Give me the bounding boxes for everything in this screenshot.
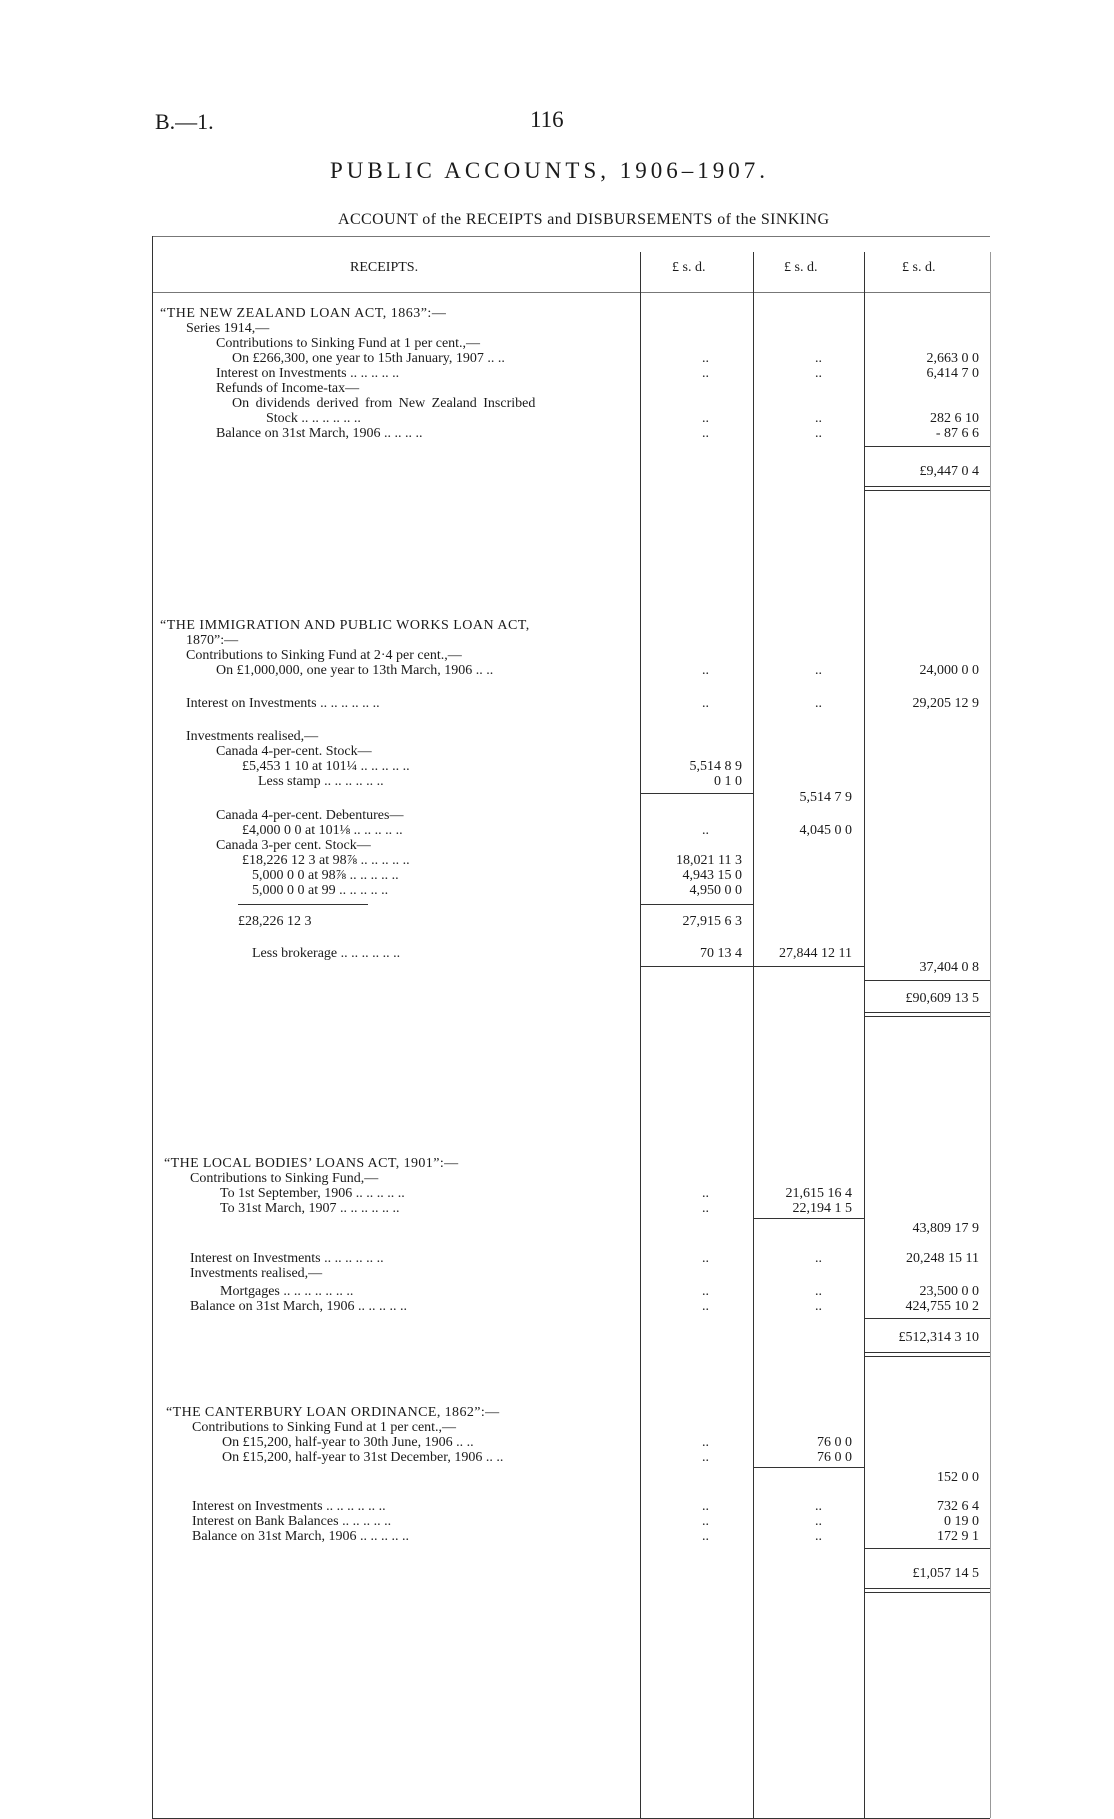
amount: 23,500 0 0 [919, 1284, 979, 1299]
dot-leader: .. [702, 663, 709, 678]
contrib-label: Contributions to Sinking Fund,— [190, 1171, 379, 1186]
dot-leader: .. [815, 1529, 822, 1544]
subtotal-rule [640, 966, 864, 967]
amount: 424,755 10 2 [905, 1299, 979, 1314]
line-item: £28,226 12 3 [238, 914, 312, 929]
amount: 732 6 4 [937, 1499, 979, 1514]
amount: 172 9 1 [937, 1529, 979, 1544]
line-item: Interest on Investments .. .. .. .. .. .. [186, 696, 380, 711]
total-rule [864, 486, 990, 487]
line-item: To 1st September, 1906 .. .. .. .. .. [220, 1186, 405, 1201]
total-double-rule [864, 1016, 990, 1017]
amount: 21,615 16 4 [785, 1186, 852, 1201]
section-title-cont: 1870”:— [186, 633, 239, 648]
lsd-column-header-1: £ s. d. [672, 260, 706, 275]
subtotal-rule [640, 904, 753, 905]
line-item: Interest on Investments .. .. .. .. .. .. [190, 1251, 384, 1266]
line-item: Refunds of Income-tax— [216, 381, 360, 396]
line-item: £5,453 1 10 at 101¼ .. .. .. .. .. [242, 759, 410, 774]
subtotal-rule [753, 1218, 864, 1219]
line-item: Canada 4-per-cent. Stock— [216, 744, 372, 759]
dot-leader: .. [702, 1299, 709, 1314]
dot-leader: .. [815, 411, 822, 426]
line-item: Balance on 31st March, 1906 .. .. .. .. .. [190, 1299, 407, 1314]
subtotal-rule [864, 980, 990, 981]
total-double-rule [864, 490, 990, 491]
dot-leader: .. [815, 1284, 822, 1299]
line-item: On £266,300, one year to 15th January, 1907 .. .. [232, 351, 505, 366]
lsd-column-header-3: £ s. d. [902, 260, 936, 275]
amount: 5,514 8 9 [689, 759, 742, 774]
amount: 43,809 17 9 [912, 1221, 979, 1236]
line-item: On £15,200, half-year to 30th June, 1906 .. .. [222, 1435, 474, 1450]
total-double-rule [864, 1592, 990, 1593]
dot-leader: .. [702, 1529, 709, 1544]
amount: 20,248 15 11 [906, 1251, 979, 1266]
total-rule [864, 1352, 990, 1353]
dot-leader: .. [815, 1514, 822, 1529]
line-item: 5,000 0 0 at 99 .. .. .. .. .. [252, 883, 389, 898]
section-total: £9,447 0 4 [919, 464, 979, 479]
subtotal-rule [753, 1467, 864, 1468]
dot-leader: .. [815, 426, 822, 441]
line-item: Investments realised,— [190, 1266, 323, 1281]
line-item: £4,000 0 0 at 101⅛ .. .. .. .. .. [242, 823, 403, 838]
section-title: “THE CANTERBURY LOAN ORDINANCE, 1862”:— [166, 1405, 500, 1420]
amount: 76 0 0 [817, 1435, 852, 1450]
total-double-rule [864, 1356, 990, 1357]
contrib-label: Contributions to Sinking Fund at 1 per cent.,— [216, 336, 481, 351]
section-total: £1,057 14 5 [912, 1566, 979, 1581]
section-title: “THE NEW ZEALAND LOAN ACT, 1863”:— [160, 306, 447, 321]
dot-leader: .. [702, 426, 709, 441]
amount: 29,205 12 9 [912, 696, 979, 711]
dot-leader: .. [815, 663, 822, 678]
total-rule [864, 1588, 990, 1589]
col-divider-2 [753, 252, 754, 1818]
amount: 22,194 1 5 [792, 1201, 852, 1216]
amount: 37,404 0 8 [919, 960, 979, 975]
contrib-label: Contributions to Sinking Fund at 1 per cent.,— [192, 1420, 457, 1435]
dot-leader: .. [815, 1299, 822, 1314]
dot-leader: .. [702, 1499, 709, 1514]
dot-leader: .. [815, 1251, 822, 1266]
amount: 4,950 0 0 [689, 883, 742, 898]
line-item: Canada 4-per-cent. Debentures— [216, 808, 404, 823]
subtotal-rule [864, 446, 990, 447]
left-border [152, 236, 153, 1818]
subtotal-rule [238, 904, 368, 905]
dot-leader: .. [815, 366, 822, 381]
amount: 5,514 7 9 [799, 790, 852, 805]
dot-leader: .. [815, 351, 822, 366]
amount: 282 6 10 [930, 411, 979, 426]
amount: 0 1 0 [714, 774, 742, 789]
dot-leader: .. [702, 696, 709, 711]
amount: 24,000 0 0 [919, 663, 979, 678]
amount: 4,045 0 0 [799, 823, 852, 838]
dot-leader: .. [702, 1514, 709, 1529]
account-subtitle: ACCOUNT of the RECEIPTS and DISBURSEMENTS of the SINKING [338, 211, 830, 228]
line-item: 5,000 0 0 at 98⅞ .. .. .. .. .. [252, 868, 399, 883]
amount: 27,844 12 11 [779, 946, 852, 961]
right-border [990, 252, 991, 1818]
line-item: Mortgages .. .. .. .. .. .. .. [220, 1284, 354, 1299]
dot-leader: .. [702, 1201, 709, 1216]
page-number: 116 [530, 107, 564, 132]
amount: 18,021 11 3 [676, 853, 742, 868]
dot-leader: .. [702, 411, 709, 426]
line-item: Stock .. .. .. .. .. .. [266, 411, 361, 426]
dot-leader: .. [702, 366, 709, 381]
table-top-rule [152, 236, 990, 237]
dot-leader: .. [702, 1450, 709, 1465]
receipts-column-header: RECEIPTS. [350, 260, 419, 275]
amount: 6,414 7 0 [926, 366, 979, 381]
section-title: “THE IMMIGRATION AND PUBLIC WORKS LOAN ACT, [160, 618, 530, 633]
series-label: Series 1914,— [186, 321, 270, 336]
amount: 2,663 0 0 [926, 351, 979, 366]
amount: 4,943 15 0 [682, 868, 742, 883]
amount: 152 0 0 [937, 1470, 979, 1485]
total-rule [864, 1012, 990, 1013]
subtotal-rule [640, 793, 753, 794]
line-item: To 31st March, 1907 .. .. .. .. .. .. [220, 1201, 400, 1216]
line-item: Less brokerage .. .. .. .. .. .. [252, 946, 401, 961]
dot-leader: .. [815, 696, 822, 711]
section-total: £90,609 13 5 [905, 991, 979, 1006]
dot-leader: .. [702, 823, 709, 838]
contrib-label: Contributions to Sinking Fund at 2·4 per cent.,— [186, 648, 462, 663]
line-item: £18,226 12 3 at 98⅞ .. .. .. .. .. [242, 853, 410, 868]
line-item: Balance on 31st March, 1906 .. .. .. .. [216, 426, 423, 441]
dot-leader: .. [702, 1251, 709, 1266]
amount: 0 19 0 [944, 1514, 979, 1529]
line-item: On £15,200, half-year to 31st December, 1906 .. .. [222, 1450, 504, 1465]
subtotal-rule [864, 1318, 990, 1319]
line-item: Canada 3-per cent. Stock— [216, 838, 371, 853]
dot-leader: .. [702, 1435, 709, 1450]
amount: 70 13 4 [700, 946, 742, 961]
page-title: PUBLIC ACCOUNTS, 1906–1907. [330, 158, 769, 183]
dot-leader: .. [702, 1186, 709, 1201]
page-reference: B.—1. [155, 109, 214, 134]
line-item: Interest on Bank Balances .. .. .. .. .. [192, 1514, 392, 1529]
dot-leader: .. [702, 351, 709, 366]
amount: 76 0 0 [817, 1450, 852, 1465]
line-item: Interest on Investments .. .. .. .. .. .. [192, 1499, 386, 1514]
line-item: Balance on 31st March, 1906 .. .. .. .. .. [192, 1529, 409, 1544]
dot-leader: .. [815, 1499, 822, 1514]
line-item: Less stamp .. .. .. .. .. .. [258, 774, 384, 789]
lsd-column-header-2: £ s. d. [784, 260, 818, 275]
col-divider-1 [640, 252, 641, 1818]
subtotal-rule [864, 1548, 990, 1549]
dot-leader: .. [702, 1284, 709, 1299]
line-item: On £1,000,000, one year to 13th March, 1906 .. .. [216, 663, 494, 678]
section-title: “THE LOCAL BODIES’ LOANS ACT, 1901”:— [164, 1156, 459, 1171]
amount: - 87 6 6 [935, 426, 979, 441]
line-item: On dividends derived from New Zealand Inscribed [232, 396, 536, 411]
section-total: £512,314 3 10 [898, 1330, 979, 1345]
line-item: Interest on Investments .. .. .. .. .. [216, 366, 400, 381]
line-item: Investments realised,— [186, 729, 319, 744]
amount: 27,915 6 3 [682, 914, 742, 929]
